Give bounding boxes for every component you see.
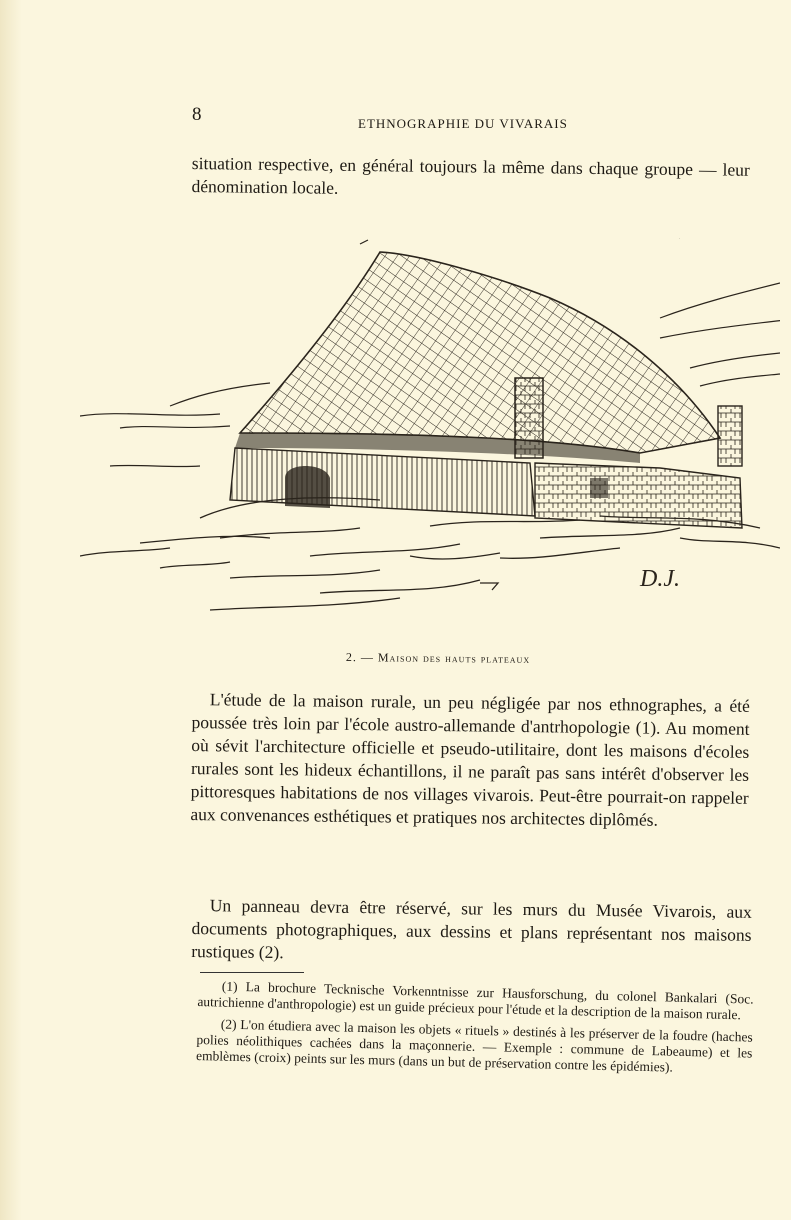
page-edge — [0, 0, 22, 1220]
intro-paragraph — [191, 152, 750, 205]
caption-text: Maison des hauts plateaux — [377, 650, 531, 666]
footnote-1: (1) La brochure Tecknische Vorkenntnisse zur Hausforschung, du colonel Bankalari (Soc. autrichienne d'anthropologie) est un guide précieux pour l'étude et la description de la maison rurale. — [197, 978, 754, 1023]
paragraph-2 — [191, 894, 752, 970]
house-illustration — [80, 238, 780, 638]
paragraph-text: Un panneau devra être réservé, sur les murs du Musée Vivarois, aux documents photographiques, aux dessins et plans représentant nos maisons rustiques (2). — [191, 895, 752, 963]
paragraph-text: L'étude de la maison rurale, un peu négligée par nos ethnographes, a été poussée très loin par l'école austro-allemande d'antrhopologie (1). Au moment où sévit l'architecture officielle et pseudo-utilitaire, dont les maisons d'écoles rurales sont les hideux échantillons, il ne paraît pas sans intérêt d'observer les pittoresques habitations de nos villages vivarois. Peut-être pourrait-on rappeler aux convenances esthétiques et pratiques nos architectes diplômés. — [190, 689, 750, 830]
artist-signature: D.J. — [640, 566, 680, 592]
paragraph-1 — [190, 688, 750, 833]
footnotes — [196, 978, 754, 1084]
caption-number: 2. — — [345, 650, 374, 665]
page-number: 8 — [192, 104, 202, 125]
footnote-2: (2) L'on étudiera avec la maison les objets « rituels » destinés à les préserver de la foudre (haches polies néolithiques cachées dans la maçonnerie. — Exemple : commune de Labeaume) et les emblèmes (croix) peints sur les murs (dans un but de préservation contre les épidémies). — [195, 1016, 753, 1075]
footnote-divider — [200, 972, 304, 973]
running-head: ETHNOGRAPHIE DU VIVARAIS — [358, 116, 568, 131]
figure-caption — [346, 650, 530, 667]
intro-text: situation respective, en général toujours la même dans chaque groupe — leur dénomination locale. — [191, 152, 750, 198]
